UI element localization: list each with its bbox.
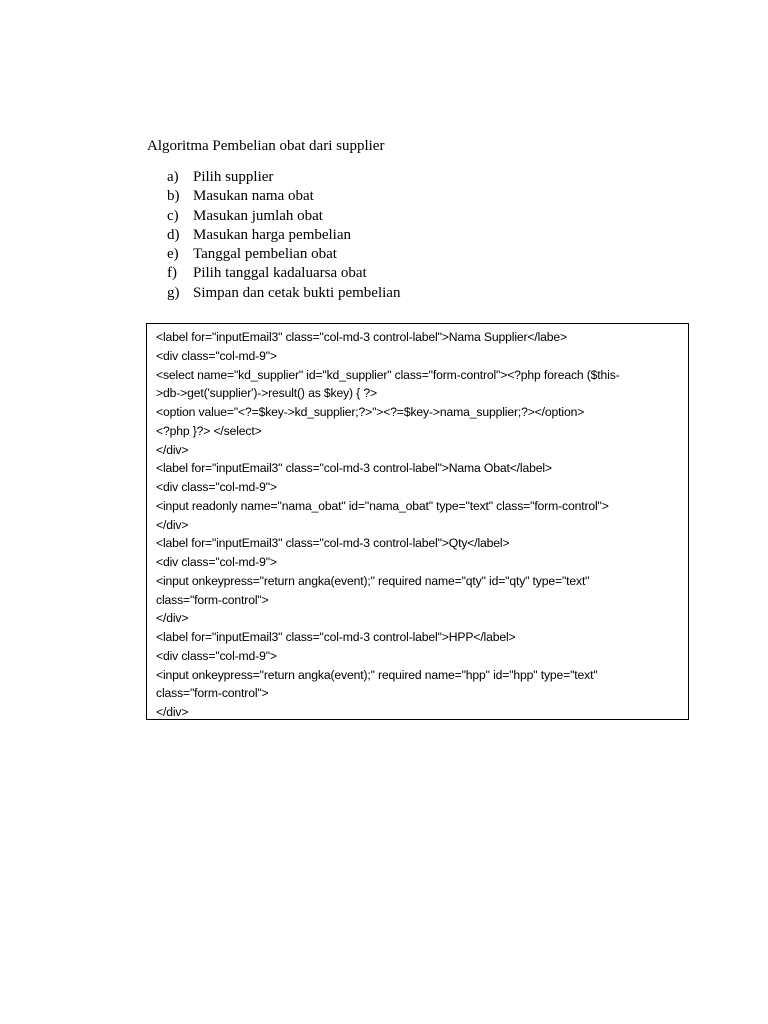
step-text: Masukan jumlah obat <box>193 207 323 224</box>
step-item <box>167 168 400 187</box>
code-line: </div> <box>156 517 189 532</box>
code-line: class="form-control"> <box>156 592 269 607</box>
step-marker: b) <box>167 188 180 205</box>
step-marker: d) <box>167 226 180 243</box>
code-line: class="form-control"> <box>156 686 269 701</box>
step-item <box>167 264 400 283</box>
step-item <box>167 226 400 245</box>
step-text: Tanggal pembelian obat <box>193 246 337 263</box>
step-marker: a) <box>167 169 179 185</box>
code-line: <input onkeypress="return angka(event);" required name="qty" id="qty" type="text" <box>156 573 590 588</box>
code-line: <label for="inputEmail3" class="col-md-3 control-label">Nama Supplier</labe> <box>156 330 568 344</box>
step-item <box>167 187 400 206</box>
code-line: <div class="col-md-9"> <box>156 555 277 569</box>
step-marker: g) <box>167 284 180 301</box>
code-line: <div class="col-md-9"> <box>156 480 277 494</box>
step-text: Masukan harga pembelian <box>193 226 352 243</box>
code-line: >db->get('supplier')->result() as $key) { ?> <box>156 386 377 401</box>
code-line: <input onkeypress="return angka(event);" required name="hpp" id="hpp" type="text" <box>156 667 598 682</box>
code-line: </div> <box>156 442 189 457</box>
code-line: <label for="inputEmail3" class="col-md-3 control-label">Qty</label> <box>156 536 510 551</box>
step-text: Simpan dan cetak bukti pembelian <box>193 284 401 301</box>
document-title: Algoritma Pembelian obat dari supplier <box>147 138 385 154</box>
algorithm-step-list <box>167 168 400 303</box>
step-marker: f) <box>167 265 177 282</box>
step-item <box>167 207 400 226</box>
code-line: <label for="inputEmail3" class="col-md-3 control-label">HPP</label> <box>156 630 516 644</box>
step-text: Pilih tanggal kadaluarsa obat <box>193 265 367 282</box>
code-line: <label for="inputEmail3" class="col-md-3 control-label">Nama Obat</label> <box>156 461 552 476</box>
step-text: Pilih supplier <box>193 169 274 185</box>
code-line: <input readonly name="nama_obat" id="nama_obat" type="text" class="form-control"> <box>156 498 609 513</box>
step-marker: e) <box>167 246 179 263</box>
code-line: <?php }?> </select> <box>156 423 262 438</box>
code-line: </div> <box>156 611 189 626</box>
code-line: <option value="<?=$key->kd_supplier;?>"><?=$key->nama_supplier;?></option> <box>156 405 585 419</box>
code-line: <div class="col-md-9"> <box>156 348 277 363</box>
code-line: <div class="col-md-9"> <box>156 648 277 663</box>
step-marker: c) <box>167 207 179 224</box>
code-line: <select name="kd_supplier" id="kd_supplier" class="form-control"><?php foreach ($this- <box>156 367 620 382</box>
step-item <box>167 284 400 303</box>
code-listing-box <box>146 323 689 720</box>
step-item <box>167 245 400 264</box>
step-text: Masukan nama obat <box>193 188 314 205</box>
code-line: </div> <box>156 705 189 719</box>
